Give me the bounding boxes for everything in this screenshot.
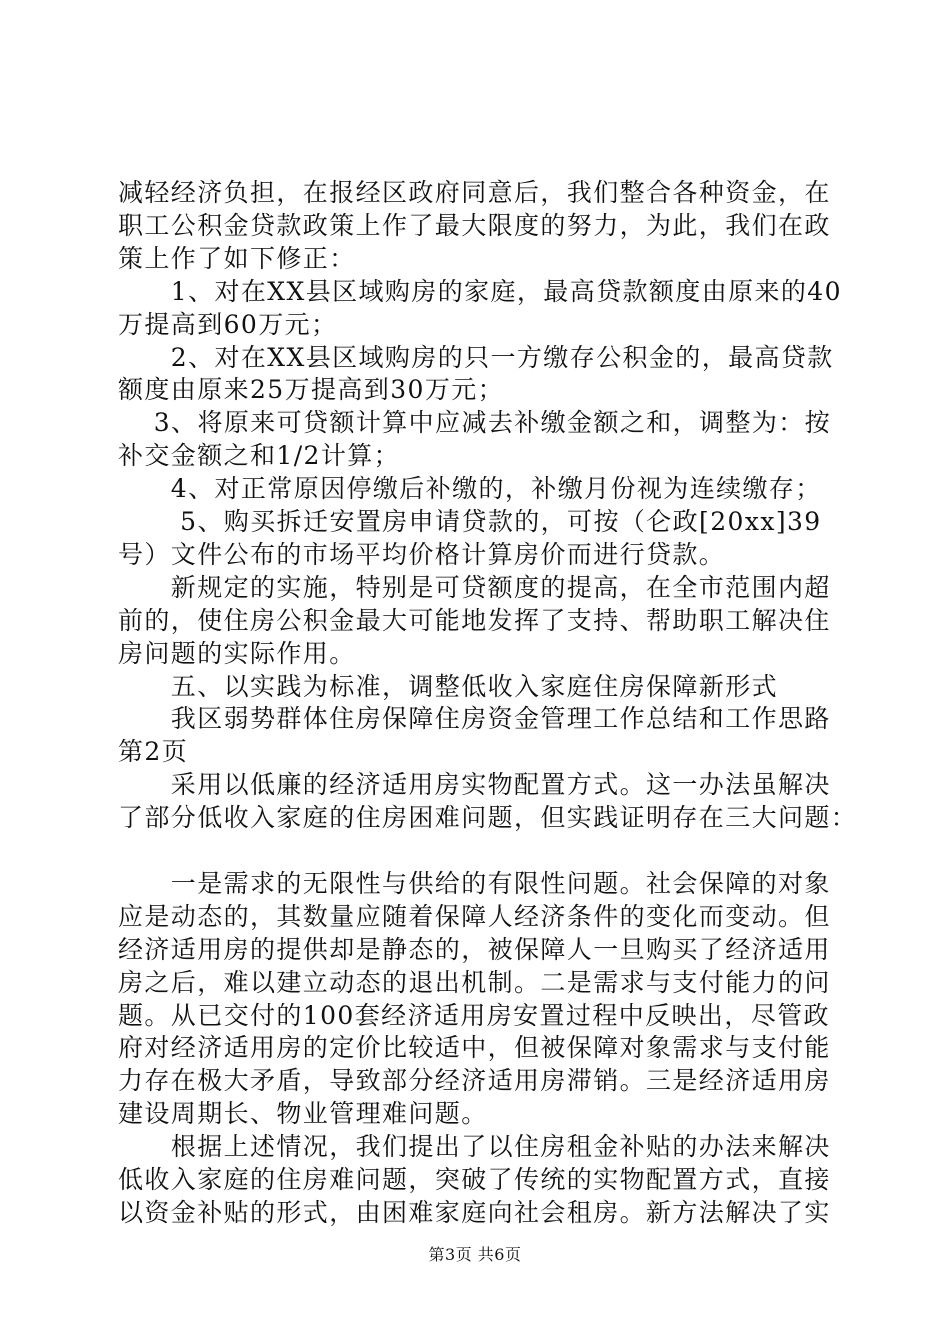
text-line: 减轻经济负担，在报经区政府同意后，我们整合各种资金，在: [118, 178, 831, 207]
text-line: 我区弱势群体住房保障住房资金管理工作总结和工作思路: [118, 704, 831, 733]
text-line: 号）文件公布的市场平均价格计算房价而进行贷款。: [118, 540, 726, 569]
text-line: 万提高到60万元；: [118, 310, 338, 339]
text-line: 房之后，难以建立动态的退出机制。二是需求与支付能力的问: [118, 968, 831, 997]
text-line: 1、对在XX县区域购房的家庭，最高贷款额度由原来的40: [118, 277, 842, 306]
page-footer: 第3页 共6页: [428, 1245, 522, 1264]
text-line: 建设周期长、物业管理难问题。: [118, 1099, 488, 1128]
text-line: 4、对正常原因停缴后补缴的，补缴月份视为连续缴存；: [118, 474, 822, 503]
text-line: 新规定的实施，特别是可贷额度的提高，在全市范围内超: [118, 573, 831, 602]
text-line: 题。从已交付的100套经济适用房安置过程中反映出，尽管政: [118, 1001, 830, 1030]
text-line: 一是需求的无限性与供给的有限性问题。社会保障的对象: [118, 869, 831, 898]
text-line: 应是动态的，其数量应随着保障人经济条件的变化而变动。但: [118, 902, 831, 931]
text-line: 3、将原来可贷额计算中应减去补缴金额之和，调整为：按: [118, 408, 832, 437]
text-line: 了部分低收入家庭的住房困难问题，但实践证明存在三大问题：: [118, 803, 858, 832]
text-line: 策上作了如下修正：: [118, 244, 356, 273]
text-line: 额度由原来25万提高到30万元；: [118, 375, 505, 404]
text-line: 职工公积金贷款政策上作了最大限度的努力，为此，我们在政: [118, 211, 831, 240]
text-line: 前的，使住房公积金最大可能地发挥了支持、帮助职工解决住: [118, 606, 831, 635]
text-line: 五、以实践为标准，调整低收入家庭住房保障新形式: [118, 672, 779, 701]
text-line: 第2页: [118, 737, 189, 766]
text-line: 低收入家庭的住房难问题，突破了传统的实物配置方式，直接: [118, 1165, 831, 1194]
text-line: 府对经济适用房的定价比较适中，但被保障对象需求与支付能: [118, 1033, 831, 1062]
text-line: 2、对在XX县区域购房的只一方缴存公积金的，最高贷款: [118, 343, 834, 372]
text-line: 房问题的实际作用。: [118, 639, 356, 668]
text-line: 经济适用房的提供却是静态的，被保障人一旦购买了经济适用: [118, 935, 831, 964]
text-line: 以资金补贴的形式，由困难家庭向社会租房。新方法解决了实: [118, 1198, 831, 1227]
text-line: 力存在极大矛盾，导致部分经济适用房滞销。三是经济适用房: [118, 1066, 831, 1095]
text-line: 补交金额之和1/2计算；: [118, 441, 401, 470]
text-line: 5、购买拆迁安置房申请贷款的，可按（仑政[20xx]39: [118, 507, 822, 536]
text-line: 采用以低廉的经济适用房实物配置方式。这一办法虽解决: [118, 770, 831, 799]
text-line: 根据上述情况，我们提出了以住房租金补贴的办法来解决: [118, 1132, 831, 1161]
